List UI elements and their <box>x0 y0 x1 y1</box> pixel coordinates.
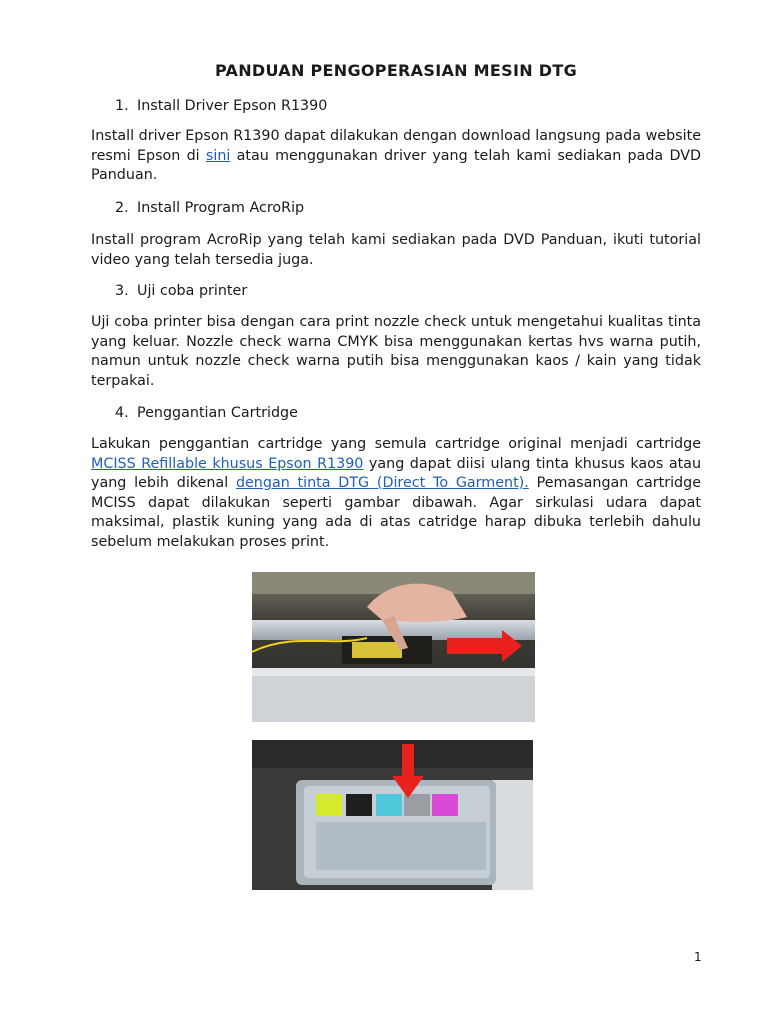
section-2-paragraph: Install program AcroRip yang telah kami sediakan pada DVD Panduan, ikuti tutorial video yang telah tersedia juga. <box>91 232 701 268</box>
section-4-number: 4. <box>115 405 129 421</box>
dtg-link[interactable]: dengan tinta DTG (Direct To Garment). <box>235 475 529 492</box>
section-1-text-b: atau menggunakan driver yang telah kami sediakan pada DVD Panduan. <box>91 147 701 184</box>
section-4-text-b: yang dapat diisi ulang tinta khusus kaos atau yang lebih dikenal <box>91 455 702 492</box>
cartridge-photo <box>252 740 533 890</box>
section-4-text-c: Pemasangan cartridge MCISS dapat dilakukan seperti gambar dibawah. Agar sirkulasi udara dapat maksimal, plastik kuning yang ada di atas catridge harap dibuka terlebih dahulu sebelum melakukan proses print. <box>91 475 702 550</box>
printer-carriage-illustration <box>252 572 535 722</box>
section-3-title: Uji coba printer <box>137 283 248 299</box>
page-number: 1 <box>694 950 702 964</box>
section-4-title: Penggantian Cartridge <box>137 405 298 421</box>
section-3-number: 3. <box>115 283 129 299</box>
printer-carriage-photo <box>252 572 535 722</box>
section-3-paragraph: Uji coba printer bisa dengan cara print nozzle check untuk mengetahui kualitas tinta yang keluar. Nozzle check warna CMYK bisa menggunakan kertas hvs warna putih, namun untuk nozzle check warna putih bisa menggunakan kaos / kain yang tidak terpakai. <box>91 314 701 389</box>
cartridge-illustration <box>252 740 533 890</box>
section-4-heading <box>115 403 298 423</box>
section-1-title: Install Driver Epson R1390 <box>137 98 328 114</box>
sini-link[interactable]: sini <box>205 147 231 164</box>
section-1-paragraph <box>91 127 701 186</box>
section-4-paragraph <box>91 435 701 553</box>
mciss-link[interactable]: MCISS Refillable khusus Epson R1390 <box>91 455 364 472</box>
document-title: PANDUAN PENGOPERASIAN MESIN DTG <box>214 61 578 80</box>
section-2-title: Install Program AcroRip <box>137 200 305 216</box>
section-1-text-a: Install driver Epson R1390 dapat dilakukan dengan download langsung pada website resmi Epson di <box>91 128 701 164</box>
section-1-number: 1. <box>115 98 129 114</box>
section-2-heading <box>115 198 304 218</box>
section-4-text-a: Lakukan penggantian cartridge yang semula cartridge original menjadi cartridge <box>91 436 701 452</box>
section-3-heading <box>115 281 247 301</box>
section-2-number: 2. <box>115 200 129 216</box>
section-1-heading <box>115 96 327 116</box>
